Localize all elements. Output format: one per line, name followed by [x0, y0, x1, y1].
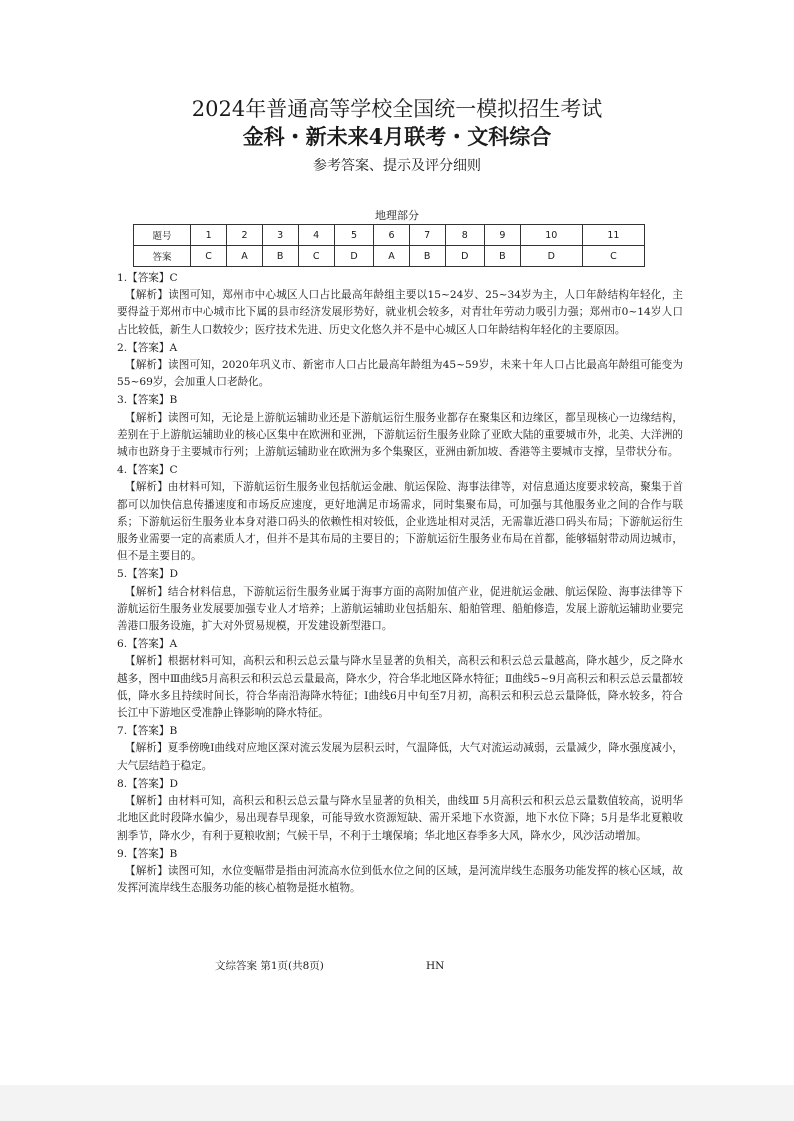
answer-line: 7.【答案】B [117, 725, 178, 738]
question-block [117, 270, 683, 339]
question-number: 7 [409, 225, 445, 246]
answer-letter: B [409, 246, 445, 267]
explanation-text: 【解析】读图可知，水位变幅带是指由河流高水位到低水位之间的区域，是河流岸线生态服务功能发挥的核心区域，故发挥河流岸线生态服务功能的核心植物是挺水植物。 [117, 864, 683, 895]
explanation-text: 【解析】读图可知，2020年巩义市、新密市人口占比最高年龄组为45~59岁，未来十年人口占比最高年龄组可能变为55~69岁，会加重人口老龄化。 [117, 359, 683, 389]
answer-letter: C [582, 246, 644, 267]
answer-letter: A [374, 246, 410, 267]
answer-letter: A [227, 246, 263, 267]
answer-letter: D [445, 246, 485, 267]
question-number: 4 [298, 225, 334, 246]
explanation-text: 【解析】结合材料信息，下游航运衍生服务业属于海事方面的高附加值产业，促进航运金融、航运保险、海事法律等下游航运衍生服务业发展要加强专业人才培养；上游航运辅助业包括船东、船舶管理、船舶修造，发展上游航运辅助业要完善港口服务设施，扩大对外贸易规模，开发建设新型港口。 [117, 585, 683, 633]
answer-table [133, 224, 645, 267]
section-title-geography: 地理部分 [375, 209, 419, 222]
question-number: 6 [374, 225, 410, 246]
question-number: 10 [520, 225, 582, 246]
question-number: 9 [485, 225, 521, 246]
question-number: 2 [227, 225, 263, 246]
answer-table-header: 题号 [134, 225, 191, 246]
answer-letter: D [334, 246, 374, 267]
explanation-text: 【解析】根据材料可知，高积云和积云总云量与降水呈显著的负相关，高积云和积云总云量越高，降水越少，反之降水越多，图中Ⅲ曲线5月高积云和积云总云量最高，降水少，符合华北地区降水特征；Ⅱ曲线5~9月高积云和积云总云量都较低，降水多且持续时间长，符合华南沿海降水特征；Ⅰ曲线6月中旬至7月初，高积云和积云总云量降低，降水较多，符合长江中下游地区受准静止锋影响的降水特征。 [117, 655, 683, 720]
explanation-text: 【解析】由材料可知，高积云和积云总云量与降水呈显著的负相关，曲线Ⅲ 5月高积云和积云总云量数值较高，说明华北地区此时段降水偏少，易出现春旱现象，可能导致水资源短缺、需开采地下水资源，地下水位下降；5月是华北夏粮收割季节，降水少，有利于夏粮收割；气候干旱，不利于土壤保墒；华北地区春季多大风，降水少，风沙活动增加。 [117, 795, 683, 842]
answer-line: 5.【答案】D [117, 568, 178, 581]
question-block [117, 776, 683, 845]
question-block [117, 392, 683, 461]
answer-letter: C [298, 246, 334, 267]
question-block [117, 566, 683, 635]
answer-key-heading: 参考答案、提示及评分细则 [313, 158, 481, 174]
answer-line: 2.【答案】A [117, 341, 178, 354]
answer-table-row-numbers [134, 225, 645, 246]
question-block [117, 846, 683, 898]
explanation-text: 【解析】由材料可知，下游航运衍生服务业包括航运金融、航运保险、海事法律等，对信息通达度要求较高，聚集于首都可以加快信息传播速度和市场反应速度，更好地满足市场需求，同时集聚布局，可加强与其他服务业之间的合作与联系；下游航运衍生服务业本身对港口码头的依赖性相对较低，企业选址相对灵活，无需靠近港口码头布局；下游航运衍生服务业需要一定的高素质人才，但并不是其布局的主要目的；下游航运衍生服务业布局在首都，能够辐射带动周边城市，但不是主要目的。 [117, 481, 683, 563]
answer-line: 1.【答案】C [117, 272, 178, 284]
question-block [117, 340, 683, 392]
answer-letter: D [520, 246, 582, 267]
question-number: 1 [191, 225, 227, 246]
answer-letter: C [191, 246, 227, 267]
answer-explanations [117, 270, 683, 898]
answer-line: 8.【答案】D [117, 777, 178, 790]
explanation-text: 【解析】读图可知，无论是上游航运辅助业还是下游航运衍生服务业都存在聚集区和边缘区，都呈现核心一边缘结构，差别在于上游航运辅助业的核心区集中在欧洲和亚洲，下游航运衍生服务业除了亚欧大陆的重要城市外，北美、大洋洲的城市也跻身于主要城市行列；上游航运辅助业在欧洲为多个集聚区，亚洲由新加坡、香港等主要城市支撑，呈带状分布。 [117, 411, 683, 459]
question-number: 8 [445, 225, 485, 246]
answer-line: 3.【答案】B [117, 394, 178, 407]
answer-table-header: 答案 [134, 246, 191, 267]
answer-letter: B [485, 246, 521, 267]
answer-line: 9.【答案】B [117, 847, 178, 860]
answer-line: 4.【答案】C [117, 464, 178, 477]
region-code: HN [426, 960, 445, 972]
answer-letter: B [262, 246, 298, 267]
answer-line: 6.【答案】A [117, 638, 178, 651]
question-number: 11 [582, 225, 644, 246]
exam-title: 2024年普通高等学校全国统一模拟招生考试 [191, 97, 603, 121]
question-block [117, 636, 683, 722]
question-number: 5 [334, 225, 374, 246]
exam-subtitle: 金科・新未来4月联考・文科综合 [242, 124, 552, 149]
question-number: 3 [262, 225, 298, 246]
answer-table-row-answers [134, 246, 645, 267]
question-block [117, 462, 683, 565]
question-block [117, 723, 683, 775]
page-number: 文综答案 第1页(共8页) [215, 960, 324, 972]
explanation-text: 【解析】夏季傍晚Ⅰ曲线对应地区深对流云发展为层积云时，气温降低，大气对流运动减弱，云量减少，降水强度减小，大气层结趋于稳定。 [117, 742, 683, 772]
explanation-text: 【解析】读图可知，郑州市中心城区人口占比最高年龄组主要以15~24岁、25~34岁为主，人口年龄结构年轻化，主要得益于郑州市中心城市比下属的县市经济发展形势好，就业机会较多，对青壮年劳动力吸引力强；郑州市0~14岁人口占比较低，新生人口数较少；医疗技术先进、历史文化悠久并不是中心城区人口年龄结构年轻化的主要原因。 [117, 289, 683, 336]
